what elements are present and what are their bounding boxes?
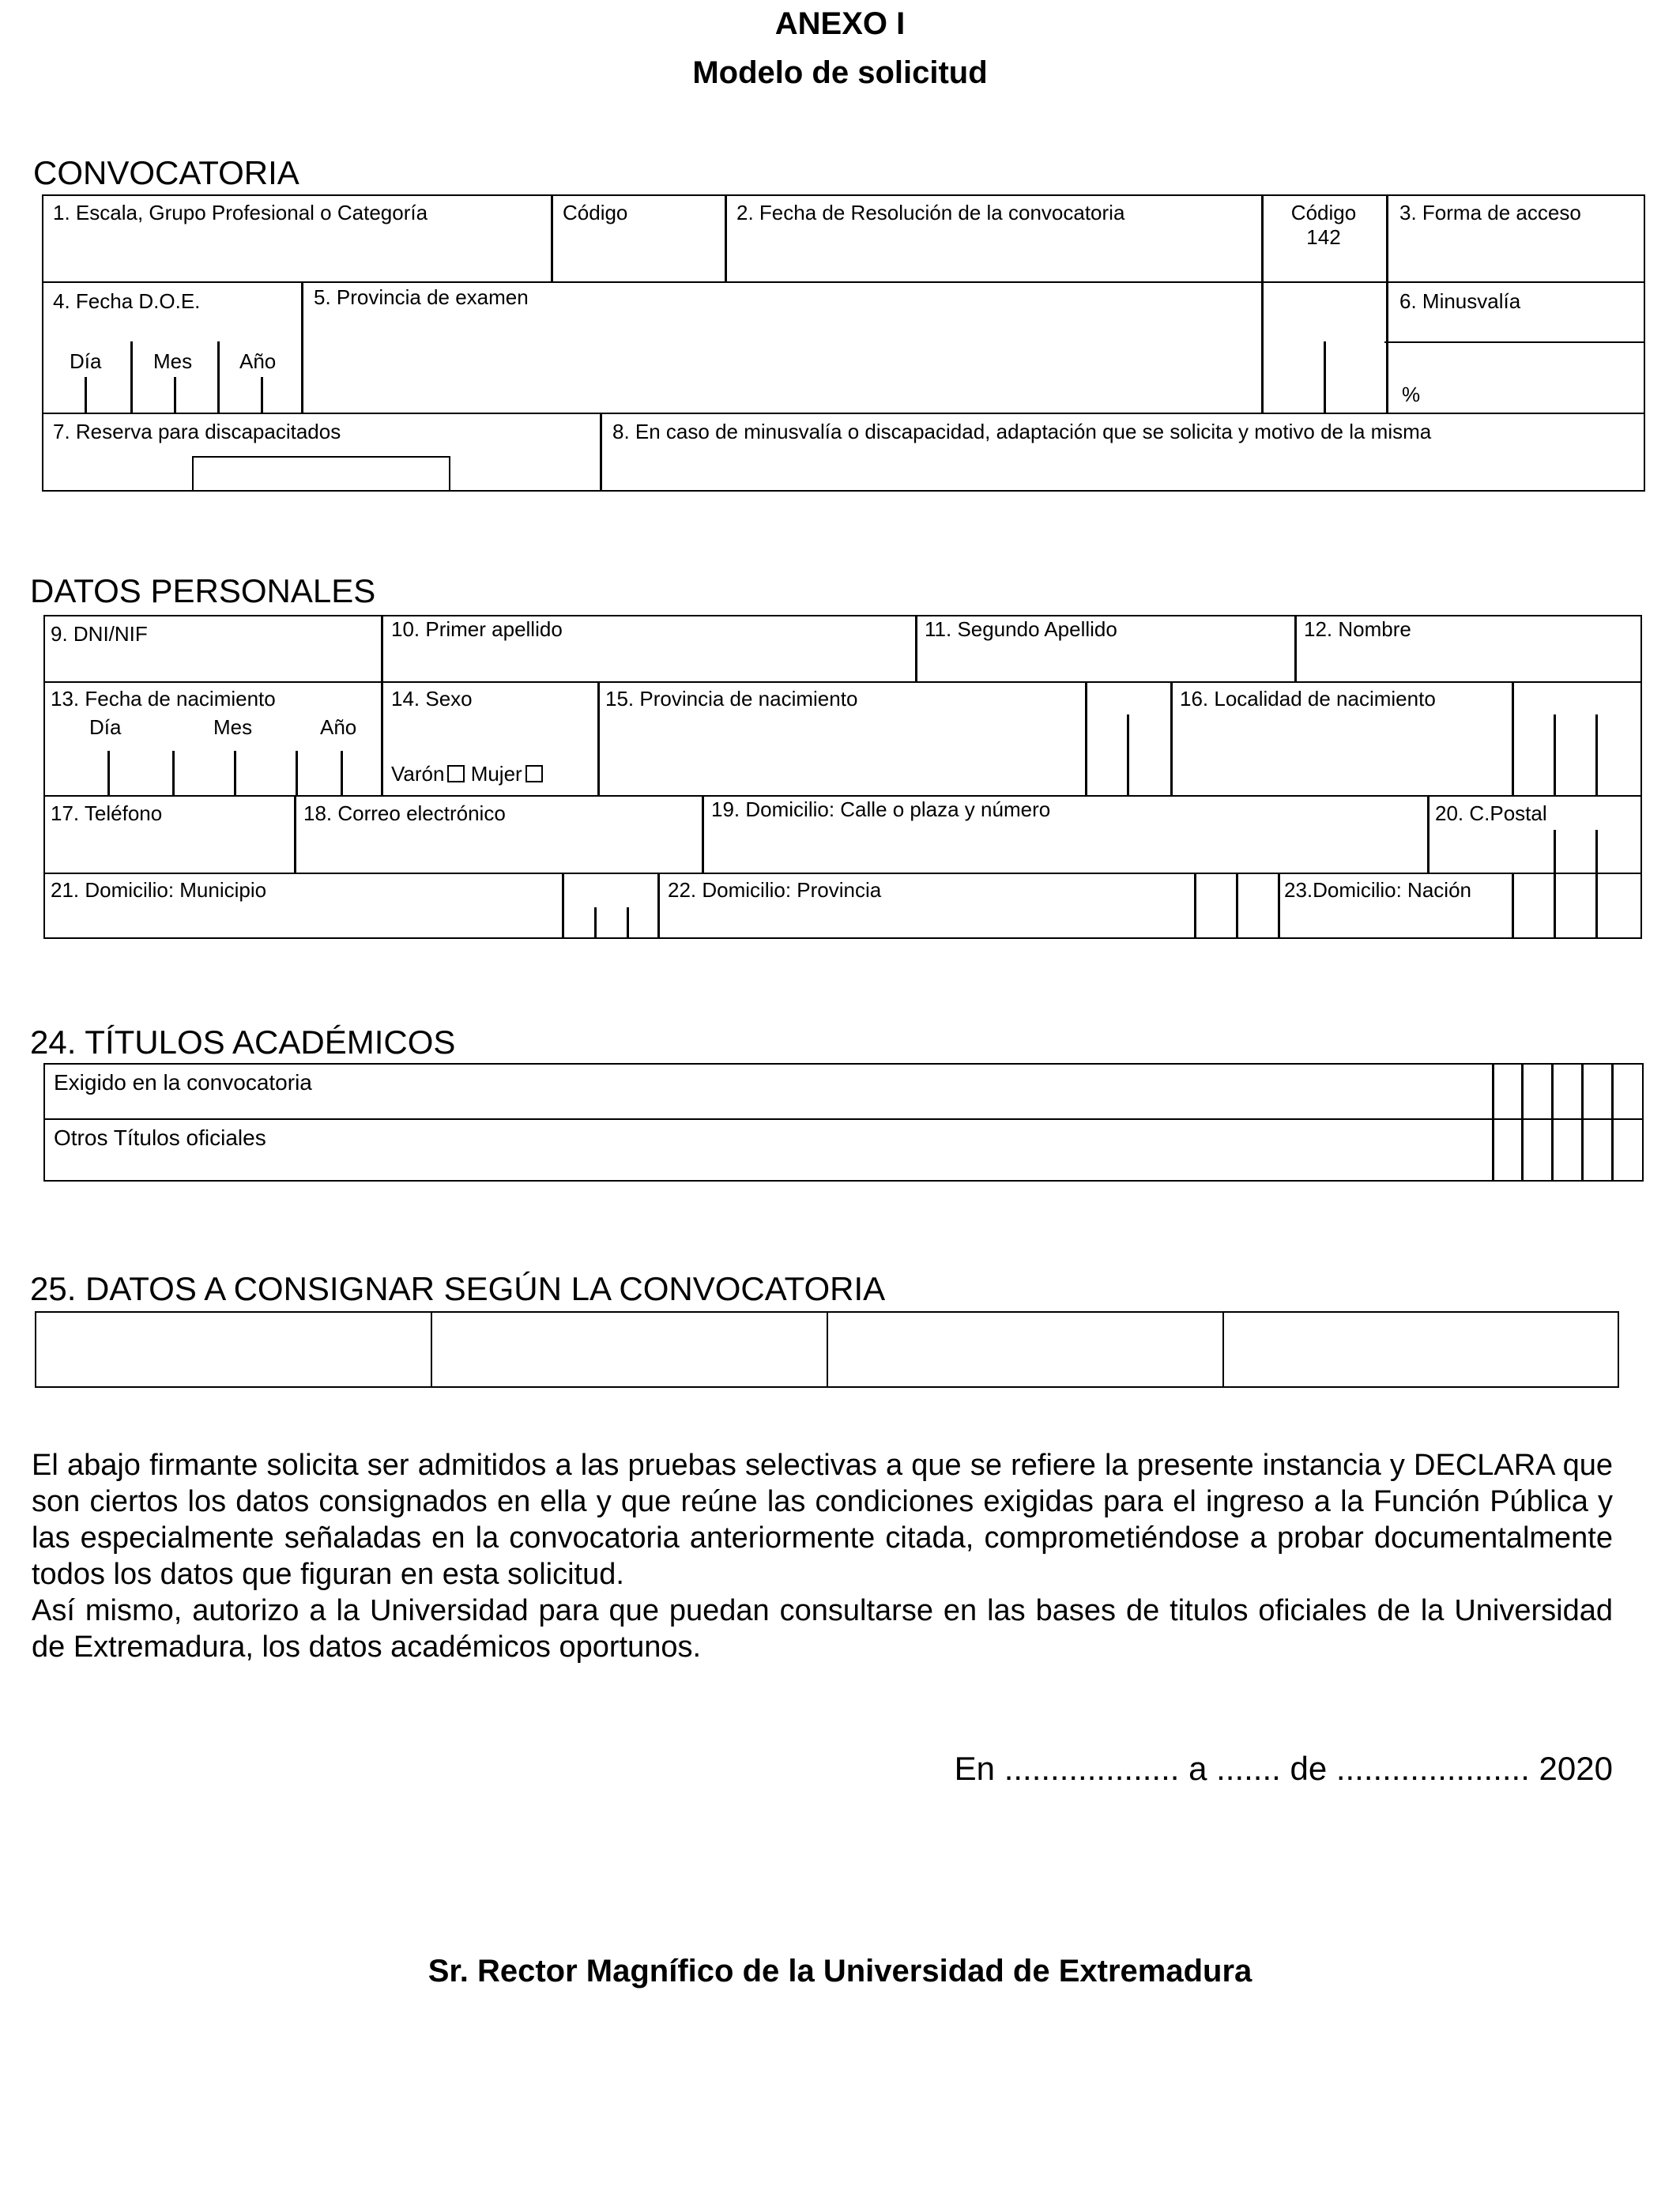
field-fecha-nacimiento-label: 13. Fecha de nacimiento	[51, 687, 276, 711]
field-segundo-apellido-label: 11. Segundo Apellido	[925, 617, 1117, 641]
field-cpostal-label: 20. C.Postal	[1435, 801, 1547, 825]
field-localidad-nacimiento-label: 16. Localidad de nacimiento	[1180, 687, 1436, 711]
field-forma-acceso-label: 3. Forma de acceso	[1399, 201, 1581, 224]
field-provincia-examen-label: 5. Provincia de examen	[314, 285, 529, 309]
declaration-paragraph-2: Así mismo, autorizo a la Universidad para que puedan consultarse en las bases de titulos oficiales de la Universidad de Extremadura, los datos académicos oportunos.	[32, 1594, 1613, 1664]
field-dni-label: 9. DNI/NIF	[51, 622, 148, 646]
date-dia-label: Día	[70, 349, 102, 373]
field-primer-apellido-label: 10. Primer apellido	[391, 617, 563, 641]
field-codigo2-label: Código	[1290, 201, 1357, 224]
declaration-paragraph-1: El abajo firmante solicita ser admitidos a las pruebas selectivas a que se refiere la presente instancia y DECLARA que son ciertos los datos consignados en ella y que reúne las condiciones exigidas para el ingreso a la Función Pública y las especialmente señaladas en la convocatoria anteriormente citada, comprometiéndose a probar documentalmente todos los datos que figuran en esta solicitud.	[32, 1449, 1613, 1591]
date-mes-label: Mes	[153, 349, 193, 373]
field-fecha-resolucion-label: 2. Fecha de Resolución de la convocatoria	[736, 201, 1125, 224]
date-anio-label: Año	[239, 349, 277, 373]
place-date-line: En ................... a ....... de ..................... 2020	[954, 1750, 1613, 1787]
varon-checkbox[interactable]	[447, 765, 465, 782]
field-minusvalia-label: 6. Minusvalía	[1399, 289, 1521, 313]
field-nacion-label: 23.Domicilio: Nación	[1284, 878, 1471, 902]
field-sexo-label: 14. Sexo	[391, 687, 473, 711]
field-codigo-label: Código	[563, 201, 628, 224]
field-correo-label: 18. Correo electrónico	[303, 801, 506, 825]
declaration-text	[32, 1447, 1613, 1665]
section-personales-title: DATOS PERSONALES	[30, 572, 376, 609]
field-municipio-label: 21. Domicilio: Municipio	[51, 878, 267, 902]
mujer-label: Mujer	[470, 762, 522, 786]
section-titulos-title: 24. TÍTULOS ACADÉMICOS	[30, 1023, 456, 1061]
field-telefono-label: 17. Teléfono	[51, 801, 163, 825]
field-domicilio-calle-label: 19. Domicilio: Calle o plaza y número	[711, 797, 1051, 821]
birth-mes-label: Mes	[213, 715, 253, 739]
section-datos-title: 25. DATOS A CONSIGNAR SEGÚN LA CONVOCATORIA	[30, 1270, 886, 1307]
birth-dia-label: Día	[89, 715, 122, 739]
titulo-exigido-label: Exigido en la convocatoria	[54, 1070, 312, 1095]
varon-label: Varón	[391, 762, 445, 786]
field-nombre-label: 12. Nombre	[1304, 617, 1411, 641]
field-provincia-nacimiento-label: 15. Provincia de nacimiento	[605, 687, 858, 711]
sexo-options	[391, 762, 543, 786]
field-codigo2-value: 142	[1306, 225, 1341, 249]
annex-title: ANEXO I	[774, 6, 906, 41]
convocatoria-table	[42, 194, 1645, 492]
form-subtitle: Modelo de solicitud	[692, 55, 988, 90]
percent-sign: %	[1402, 383, 1421, 406]
field-reserva-label: 7. Reserva para discapacitados	[53, 420, 341, 443]
field-fecha-doe-label: 4. Fecha D.O.E.	[53, 289, 201, 313]
mujer-checkbox[interactable]	[525, 765, 543, 782]
addressee: Sr. Rector Magnífico de la Universidad de Extremadura	[428, 1954, 1252, 1989]
section-convocatoria-title: CONVOCATORIA	[33, 154, 299, 191]
field-escala-label: 1. Escala, Grupo Profesional o Categoría	[53, 201, 428, 224]
field-adaptacion-label: 8. En caso de minusvalía o discapacidad, adaptación que se solicita y motivo de la misma	[612, 420, 1432, 443]
birth-anio-label: Año	[320, 715, 357, 739]
field-domicilio-provincia-label: 22. Domicilio: Provincia	[668, 878, 882, 902]
titulo-otros-label: Otros Títulos oficiales	[54, 1125, 266, 1150]
reserva-input-box[interactable]	[192, 456, 450, 492]
